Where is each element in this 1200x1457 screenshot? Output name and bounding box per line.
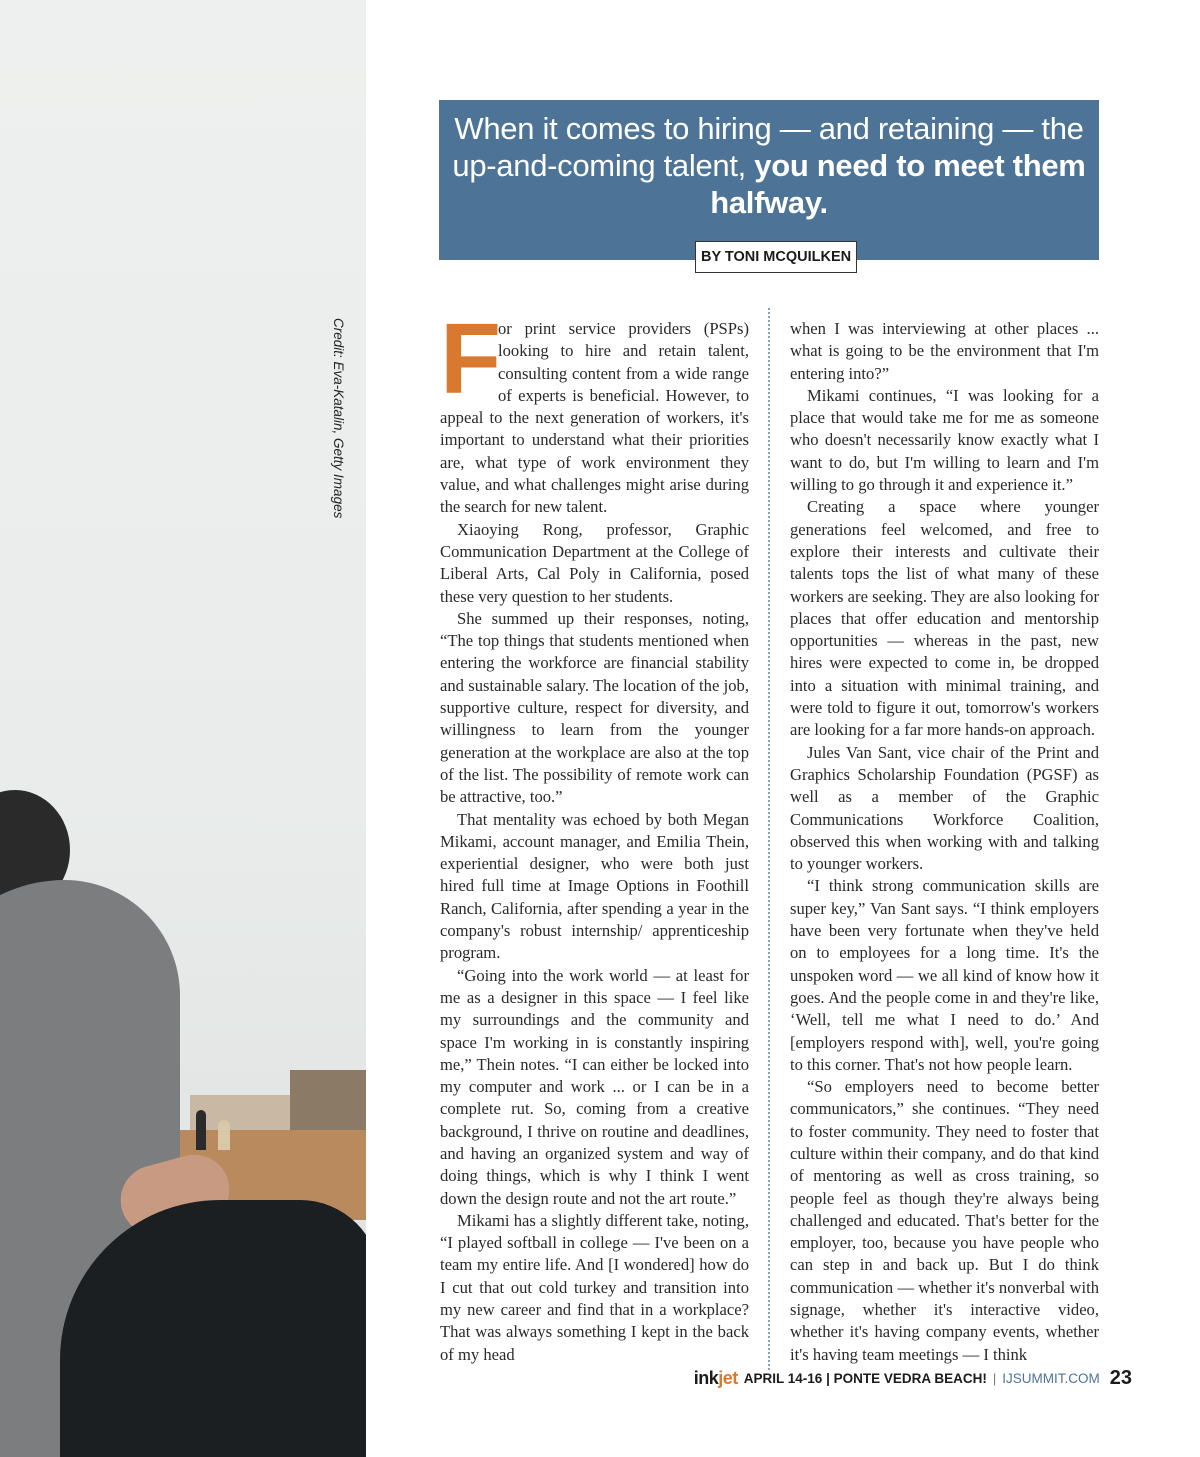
article-column-left: [440, 303, 749, 1366]
photo-books: [290, 1070, 366, 1130]
footer-separator: |: [992, 1370, 997, 1386]
photo-credit-text: Credit: Eva-Katalin, Getty Images: [331, 318, 346, 519]
article-paragraph: Mikami has a slightly different take, noting, “I played softball in college — I've been on a team my entire life. And [I wondered] how do I cut that out cold turkey and transition into my new career and find that in a workplace? That was always something I kept in the back of my head: [440, 1210, 749, 1364]
headline-lead: When it comes to hiring — and retaining — the up-and-coming talent,: [452, 111, 1084, 183]
paragraph-text: or print service providers (PSPs) looking to hire and retain talent, consulting content from a wide range of experts is beneficial. However, to appeal to the next generation of workers, it's important to understand what their priorities are, what type of work environment they value, and what challenges might arise during the search for new talent.: [440, 319, 749, 517]
article-paragraph: Mikami continues, “I was looking for a place that would take me for me as someone who doesn't necessarily know exactly what I want to do, but I'm willing to learn and I'm willing to go through it and experience it.”: [790, 385, 1099, 495]
footer-url[interactable]: IJSUMMIT.COM: [1002, 1370, 1100, 1386]
article-paragraph: Xiaoying Rong, professor, Graphic Communication Department at the College of Liberal Arts, Cal Poly in California, posed these very question to her students.: [440, 519, 749, 606]
photo-chess-piece-dark: [196, 1110, 206, 1150]
column-divider: [768, 308, 770, 1370]
article-paragraph: [440, 303, 749, 519]
photo-chess-piece-light: [218, 1120, 230, 1150]
article-paragraph: That mentality was echoed by both Megan Mikami, account manager, and Emilia Thein, experiential designer, who were both just hired full time at Image Options in Foothill Ranch, California, after spending a year in the company's robust internship/ apprenticeship program.: [440, 809, 749, 963]
logo-jet: jet: [718, 1367, 738, 1388]
article-paragraph: “I think strong communication skills are super key,” Van Sant says. “I think employers have been very fortunate when they've held on to employees for a long time. It's the unspoken word — we all kind of know how it goes. And the people come in and they're like, ‘Well, tell me what I need to do.’ And [employers respond with], well, you're going to this corner. That's not how people learn.: [790, 876, 1099, 1074]
article-paragraph: when I was interviewing at other places ... what is going to be the environment that I'm entering into?”: [790, 319, 1099, 383]
article-paragraph: “So employers need to become better communicators,” she continues. “They need to foster community. They need to foster that culture within their company, and do that kind of mentoring as well as cross training, so people feel as though they're always being challenged and educated. That's better for the employer, too, because you have people who can step in and back up. But I do think communication — whether it's nonverbal with signage, whether it's interactive video, whether it's having company events, whether it's having team meetings — I think: [790, 1077, 1099, 1364]
logo-ink: ink: [693, 1367, 719, 1388]
drop-cap: F: [440, 303, 502, 415]
article-paragraph: Jules Van Sant, vice chair of the Print and Graphics Scholarship Foundation (PGSF) as well as a member of the Graphic Communications Workforce Coalition, observed this when working with and talking to younger workers.: [790, 742, 1099, 874]
event-info: APRIL 14-16 | PONTE VEDRA BEACH!: [743, 1370, 987, 1386]
article-column-right: [790, 318, 1099, 1366]
headline: [439, 110, 1099, 221]
byline: BY TONI MCQUILKEN: [695, 241, 857, 273]
photo-credit: [330, 318, 346, 538]
inkjet-logo: [694, 1368, 738, 1389]
hero-photo: [0, 0, 366, 1457]
headline-emphasis: you need to meet them halfway.: [710, 148, 1086, 220]
article-paragraph: She summed up their responses, noting, “The top things that students mentioned when entering the workforce are financial stability and sustainable salary. The location of the job, supportive culture, respect for diversity, and willingness to learn from the younger generation at the workplace are also at the top of the list. The possibility of remote work can be attractive, too.”: [440, 608, 749, 807]
headline-box: [439, 100, 1099, 260]
page-number: 23: [1109, 1366, 1132, 1389]
article-paragraph: “Going into the work world — at least for me as a designer in this space — I feel like my surroundings and the community and space I'm working in is constantly inspiring me,” Thein notes. “I can either be locked into my computer and work ... or I can be in a complete rut. So, coming from a creative background, I thrive on routine and deadlines, and having an organized system and way of doing things, which is why I think I went down the design route and not the art route.”: [440, 965, 749, 1208]
page-footer: [694, 1367, 1132, 1389]
article-paragraph: Creating a space where younger generations feel welcomed, and free to explore their interests and cultivate their talents tops the list of what many of these workers are seeking. They are also looking for places that offer education and mentorship opportunities — whereas in the past, new hires were expected to come in, be dropped into a situation with minimal training, and were told to figure it out, tomorrow's workers are looking for a far more hands-on approach.: [790, 497, 1099, 740]
